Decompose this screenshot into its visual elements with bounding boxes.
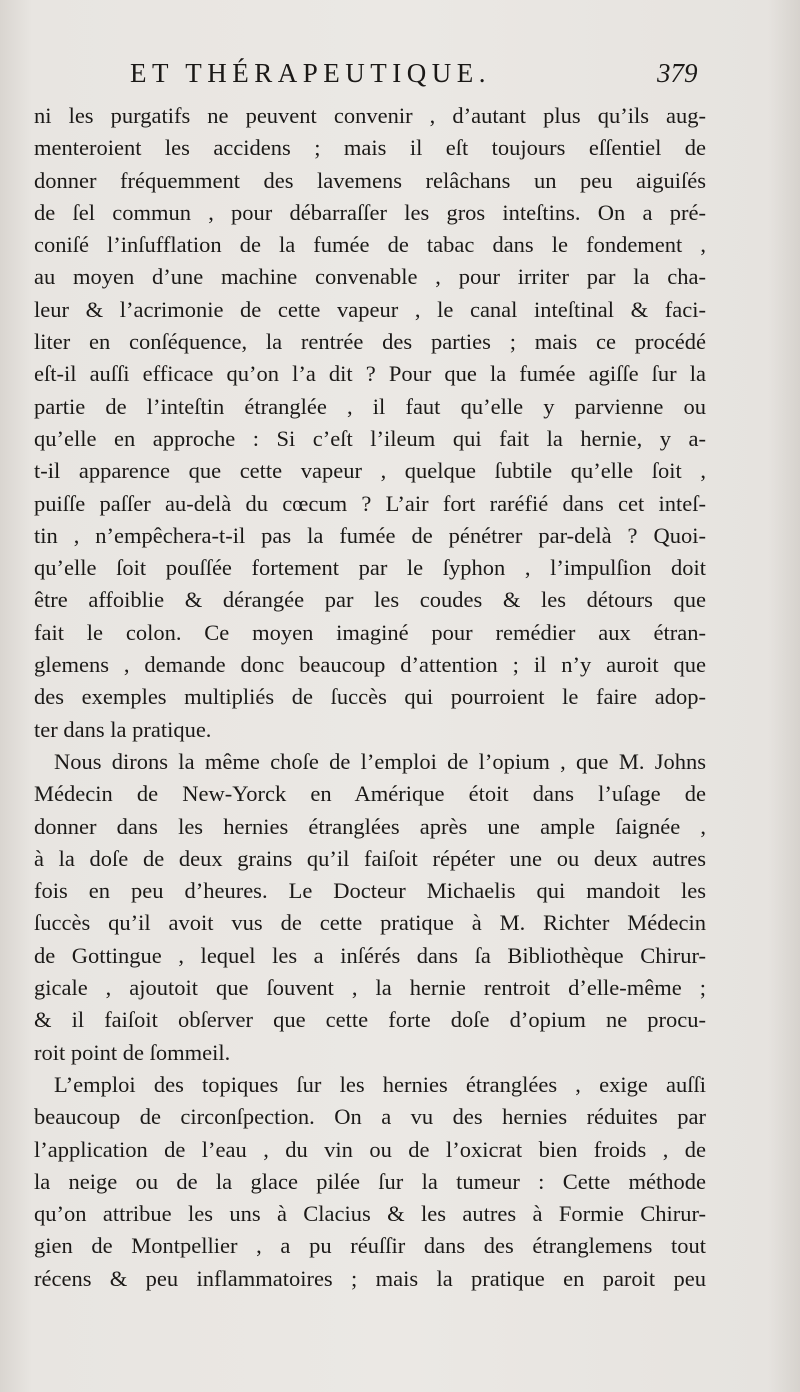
- text-line: gicale , ajoutoit que ſouvent , la hernie rentroit d’elle-même ;: [34, 975, 706, 1001]
- text-line: fait le colon. Ce moyen imaginé pour remédier aux étran-: [34, 619, 706, 645]
- text-line: beaucoup de circonſpection. On a vu des hernies réduites par: [34, 1104, 706, 1130]
- running-title: ET THÉRAPEUTIQUE.: [130, 58, 491, 88]
- text-line: tin , n’empêchera-t-il pas la fumée de pénétrer par-delà ? Quoi-: [34, 522, 706, 548]
- text-line: ſuccès qu’il avoit vus de cette pratique à M. Richter Médecin: [34, 910, 706, 936]
- text-line: fois en peu d’heures. Le Docteur Michaelis qui mandoit les: [34, 878, 706, 904]
- text-line: des exemples multipliés de ſuccès qui pourroient le faire adop-: [34, 684, 706, 710]
- text-line: qu’elle en approche : Si c’eſt l’ileum qui fait la hernie, y a-: [34, 425, 706, 451]
- text-line: eſt-il auſſi efficace qu’on l’a dit ? Pour que la fumée agiſſe ſur la: [34, 361, 706, 387]
- body-text: [34, 100, 706, 1295]
- text-line: gien de Montpellier , a pu réuſſir dans des étranglemens tout: [34, 1233, 706, 1259]
- text-line: la neige ou de la glace pilée ſur la tumeur : Cette méthode: [34, 1168, 706, 1194]
- text-line: t-il apparence que cette vapeur , quelque ſubtile qu’elle ſoit ,: [34, 458, 706, 484]
- text-line: qu’on attribue les uns à Clacius & les autres à Formie Chirur-: [34, 1201, 706, 1227]
- text-line: glemens , demande donc beaucoup d’attention ; il n’y auroit que: [34, 652, 706, 678]
- text-line: Médecin de New-Yorck en Amérique étoit dans l’uſage de: [34, 781, 706, 807]
- text-line: ni les purgatifs ne peuvent convenir , d’autant plus qu’ils aug-: [34, 103, 706, 128]
- text-line: au moyen d’une machine convenable , pour irriter par la cha-: [34, 264, 706, 290]
- text-line: être affoiblie & dérangée par les coudes & les détours que: [34, 587, 706, 613]
- text-line: menteroient les accidens ; mais il eſt toujours eſſentiel de: [34, 135, 706, 161]
- text-line: liter en conſéquence, la rentrée des parties ; mais ce procédé: [34, 329, 706, 355]
- text-line: partie de l’inteſtin étranglée , il faut qu’elle y parvienne ou: [34, 393, 706, 419]
- paragraph-start-line: Nous dirons la même choſe de l’emploi de l’opium , que M. Johns: [54, 748, 706, 774]
- text-line: puiſſe paſſer au-delà du cœcum ? L’air fort raréfié dans cet inteſ-: [34, 490, 706, 516]
- paragraph-end-line: roit point de ſommeil.: [34, 1039, 231, 1065]
- paragraph-end-line: ter dans la pratique.: [34, 716, 212, 742]
- paragraph-start-line: L’emploi des topiques ſur les hernies étranglées , exige auſſi: [54, 1071, 706, 1097]
- text-line: donner dans les hernies étranglées après une ample ſaignée ,: [34, 813, 706, 839]
- text-line: donner fréquemment des lavemens relâchans un peu aiguiſés: [34, 167, 706, 193]
- text-line: à la doſe de deux grains qu’il faiſoit répéter une ou deux autres: [34, 845, 706, 871]
- text-line: & il faiſoit obſerver que cette forte doſe d’opium ne procu-: [34, 1007, 706, 1033]
- text-line: qu’elle ſoit pouſſée fortement par le ſyphon , l’impulſion doit: [34, 555, 706, 581]
- text-line: de ſel commun , pour débarraſſer les gros inteſtins. On a pré-: [34, 199, 706, 225]
- text-line: de Gottingue , lequel les a inſérés dans ſa Bibliothèque Chirur-: [34, 942, 706, 968]
- text-line: leur & l’acrimonie de cette vapeur , le canal inteſtinal & faci-: [34, 296, 706, 322]
- text-line: récens & peu inflammatoires ; mais la pratique en paroit peu: [34, 1265, 706, 1291]
- text-line: l’application de l’eau , du vin ou de l’oxicrat bien froids , de: [34, 1136, 706, 1162]
- text-line: coniſé l’inſufflation de la fumée de tabac dans le fondement ,: [34, 232, 706, 258]
- running-head: [0, 56, 800, 96]
- page-number: 379: [657, 58, 698, 88]
